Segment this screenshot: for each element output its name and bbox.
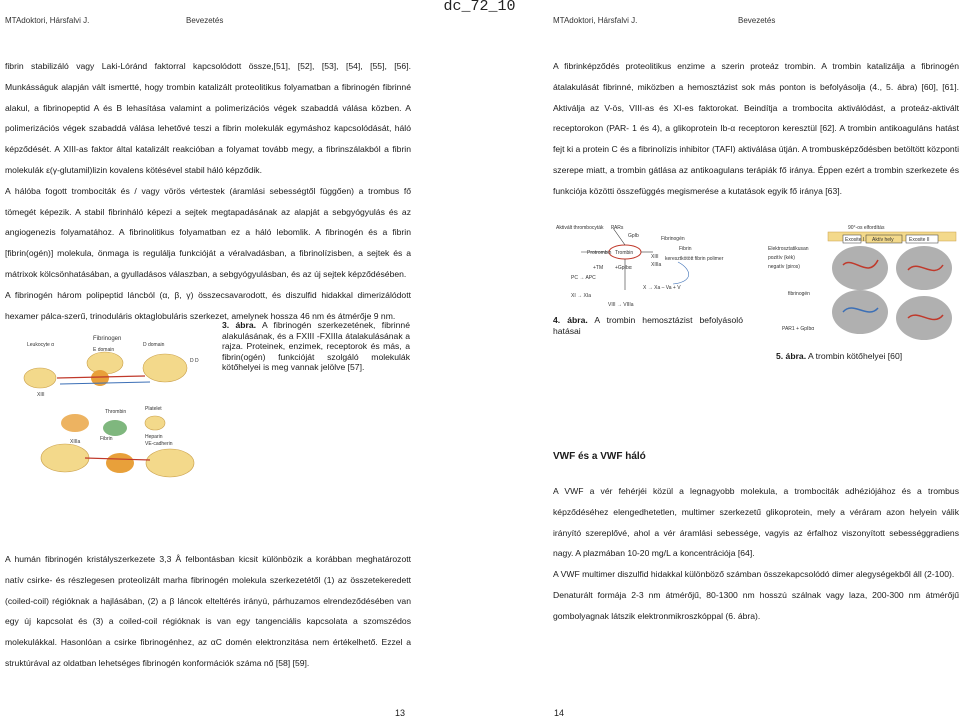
fig3-label-e-domain: E domain [93, 347, 115, 353]
fig5-label-positive: pozitív (kék) [768, 255, 795, 261]
fig5-label-exosite-i: Exosite I [845, 237, 865, 243]
fig4-label-xi-xia: XI → XIa [571, 293, 592, 299]
left-header-section: Bevezetés [186, 16, 224, 25]
fig4-label-xiiia: XIIIa [651, 262, 662, 268]
right-paragraph-1: A fibrinképződés proteolitikus enzime a szerin proteáz trombin. A trombin katalizálja a fibrinogén átalakulását fibrinné, miközben a hemosztázist sok más ponton is befolyásolja (4., 5. ábra) [60], [61]. Aktiválja az V-ös, VIII-as és XI-es faktorokat. Beindítja a trombocita aktiválódást, a proteáz-aktivált receptorokon (PAR- 1 és 4), a glikoprotein Ib-α receptoron keresztül [62]. A trombin antikoaguláns hatást fejt ki a protein C és a fibrinolízis inhibitor (TAFI) aktiválása útján. A trombusképződésben betöltött központi szerepe miatt, a trombin gátlása az antikoagulans terápiák fő iránya. Éppen ezért a trombin szerkezete és funkciója közötti összefüggés megismerése a kutatások egyik fő iránya [63]. [553, 61, 959, 196]
fig4-label-x-xa: X → Xa – Va + V [643, 285, 681, 291]
figure-5-caption [776, 351, 956, 362]
fig4-label-tm: +TM [593, 265, 604, 271]
vwf-section [553, 481, 959, 627]
fig4-label-fibrin: Fibrin [679, 246, 692, 252]
fig5-label-exosite-ii: Exosite II [909, 237, 930, 243]
fig3-label-ve-cadherin: VE-cadherin [145, 441, 173, 447]
figure-5-illustration [748, 220, 958, 345]
figure-3-caption-text: A fibrinogén szerkezetének, fibrinné alakulásának, és a FXIII -FXIIIa átalakulásának a rajza. Proteinek, enzimek, receptorok és más, a fibrin(ogén) funkcióját szolgáló molekulák kötőhelyei is meg vannak jelölve [57]. [222, 320, 410, 372]
fig5-label-active-site: Aktív hely [872, 237, 894, 243]
right-header-author: MTAdoktori, Hársfalvi J. [553, 16, 638, 25]
left-paragraph-1: fibrin stabilizáló vagy Laki-Lóránd faktorral kapcsolódott össze,[51], [52], [53], [54], [55], [56]. Munkásságuk alapján vált ismertté, hogy trombin katalizált proteolitikus folyamatban a fibrinogén fibrinné alakul, a fibrinopeptid A és B lehasítása valamint a polimerizációs végek szabaddá válása közben. A polimerizációs végek szabaddá válása lehetővé teszi a fibrin molekulák egymáshoz kapcsolódását, háló képződését. A XIII-as faktor által katalizált reakcióban a folyamat tovább megy, a fibrinszálakból a fibrin molekulák ε(γ-glutamil)lizin kovalens kötésével stabil háló képződik. [5, 61, 411, 175]
fig5-label-negative: negatív (piros) [768, 264, 800, 270]
fig4-label-xiii: XIII [651, 254, 659, 260]
fig3-label-d-domain: D domain [143, 342, 165, 348]
vwf-heading: VWF és a VWF háló [553, 451, 646, 462]
fig3-label-heparin: Heparin [145, 434, 163, 440]
fig4-label-gpib: GpIb [628, 233, 639, 239]
fig3-label-platelet: Platelet [145, 406, 162, 412]
fig4-label-crosslinked: keresztkötött fibrin polimer [665, 256, 724, 262]
figure-3-caption-label: 3. ábra. [222, 320, 257, 330]
page-number-left: 13 [395, 708, 406, 718]
fig5-label-fibrinogen: fibrinogén [788, 291, 810, 297]
fig3-label-fibrin: Fibrin [100, 436, 113, 442]
fig4-label-activated-platelets: Aktivált thrombocyták [556, 225, 604, 231]
figure-4-caption-label: 4. ábra. [553, 315, 588, 325]
left-paragraph-3: A fibrinogén három polipeptid láncból (α, β, γ) összecsavarodott, és diszulfid hidakkal dimerizálódott hexamer pálca-szerű, trinoduláris oktaglobuláris szerkezet, amelynek hossza 46 nm és átmérője 9 nm. [5, 289, 411, 321]
figure-3-caption [222, 320, 410, 373]
figure-5-caption-text: A trombin kötőhelyei [60] [806, 351, 903, 361]
figure-3-illustration [5, 318, 210, 488]
fig4-label-thrombin: Trombin [615, 250, 634, 256]
fig4-label-prothrombin: Protrombin [587, 250, 612, 256]
fig3-label-xiiia: XIIIa [70, 439, 81, 445]
fig3-label-leukocyte: Leukocyte α [27, 342, 55, 348]
left-bottom-paragraph: A humán fibrinogén kristályszerkezete 3,3 Å felbontásban kicsit különbözik a korábban meghatározott natív csirke- és részlegesen proteolizált marha fibrinogén molekula szerkezetétől (1) az összetekeredett (coiled-coil) régióknak a hajlásában, (2) a β láncok elteltérés irányú, párhuzamos elrendeződésében van egy új kapcsolat és (3) a coiled-coil régióknak is van egy tangenciális kapcsolata a szomszédos molekulákkal. Hasonlóan a csirke fibrinogénhez, az αC domén elektronzitása nem értékelhető. Ezzel a struktúrával az oldatban lehetséges fibrinogén konformációk száma nő [58] [59]. [5, 554, 411, 668]
fig4-label-viii-villa: VIII → VIIIa [608, 302, 634, 308]
vwf-paragraph-3: Denaturált formája 2-3 nm átmérőjű, 80-1300 nm hosszú szálnak vagy laza, 200-300 nm átmérőjű gombolyagnak látszik elektronmikroszkóppal (6. ábra). [553, 589, 959, 621]
right-page-body [553, 56, 959, 202]
right-header-section: Bevezetés [738, 16, 776, 25]
page-number-right: 14 [554, 708, 565, 718]
fig5-label-par1: PAR1 + GpIbα [782, 326, 815, 332]
left-page-body [5, 56, 411, 326]
fig3-label-fibrinogen: Fibrinogen [93, 336, 122, 342]
fig5-label-rotation: 90°-os elfordítás [848, 225, 885, 231]
left-header-author: MTAdoktori, Hársfalvi J. [5, 16, 90, 25]
fig4-label-gpibo: +GpIbα [615, 265, 632, 271]
fig3-label-xiii: XIII [37, 392, 45, 398]
fig3-label-dd: D D [190, 358, 199, 364]
fig4-label-fibrinogen: Fibrinogén [661, 236, 685, 242]
fig4-label-pars: PARs [611, 225, 624, 231]
vwf-paragraph-1: A VWF a vér fehérjéi közül a legnagyobb molekula, a trombociták adhéziójához és a trombus képződéséhez elengedhetetlen, multimer szerkezetű glikoprotein, mely a véráram azon helyein válik irányító szereplővé, ahol a vér áramlási sebessége, vagyis az érfalhoz viszonyított sebességgradiens nagy. A plazmában 10-20 mg/L a koncentrációja [64]. [553, 486, 959, 559]
left-paragraph-2: A hálóba fogott trombociták és / vagy vörös vértestek (áramlási sebességtől függően) a trombus fő tömegét képezik. A stabil fibrinháló képezi a sejtek megtapadásának az alapját a sebgyógyulás és az angiogenezis folyamatához. A fibrinolitikus folyamatban ez a háló lebomlik. A fibrinogén és a fibrin [fibrin(ogén)] molekula, önmaga is regulálja funkcióját a véralvadásban, a fibrinolízisben, a sejtek és a mátrixok kölcsönhatásában, a gyulladásos válaszban, a sebgyógyulásban, és az új sejtek képződésében. [5, 185, 411, 279]
figure-4-caption [553, 315, 743, 336]
vwf-paragraph-2: A VWF multimer diszulfid hidakkal különböző számban összekapcsolódó dimer alegységekből áll (2-100). [553, 569, 955, 580]
fig3-label-thrombin: Thrombin [105, 409, 127, 415]
document-id: dc_72_10 [443, 0, 516, 15]
figure-5-caption-label: 5. ábra. [776, 351, 807, 361]
left-bottom-section [5, 549, 411, 674]
figure-4-caption-text: A trombin hemosztázist befolyásoló hatásai [553, 315, 743, 336]
figure-4-illustration [553, 220, 743, 310]
fig4-label-pc-apc: PC → APC [571, 275, 596, 281]
fig5-label-electrostatic: Elektrosztatikusan [768, 246, 809, 252]
